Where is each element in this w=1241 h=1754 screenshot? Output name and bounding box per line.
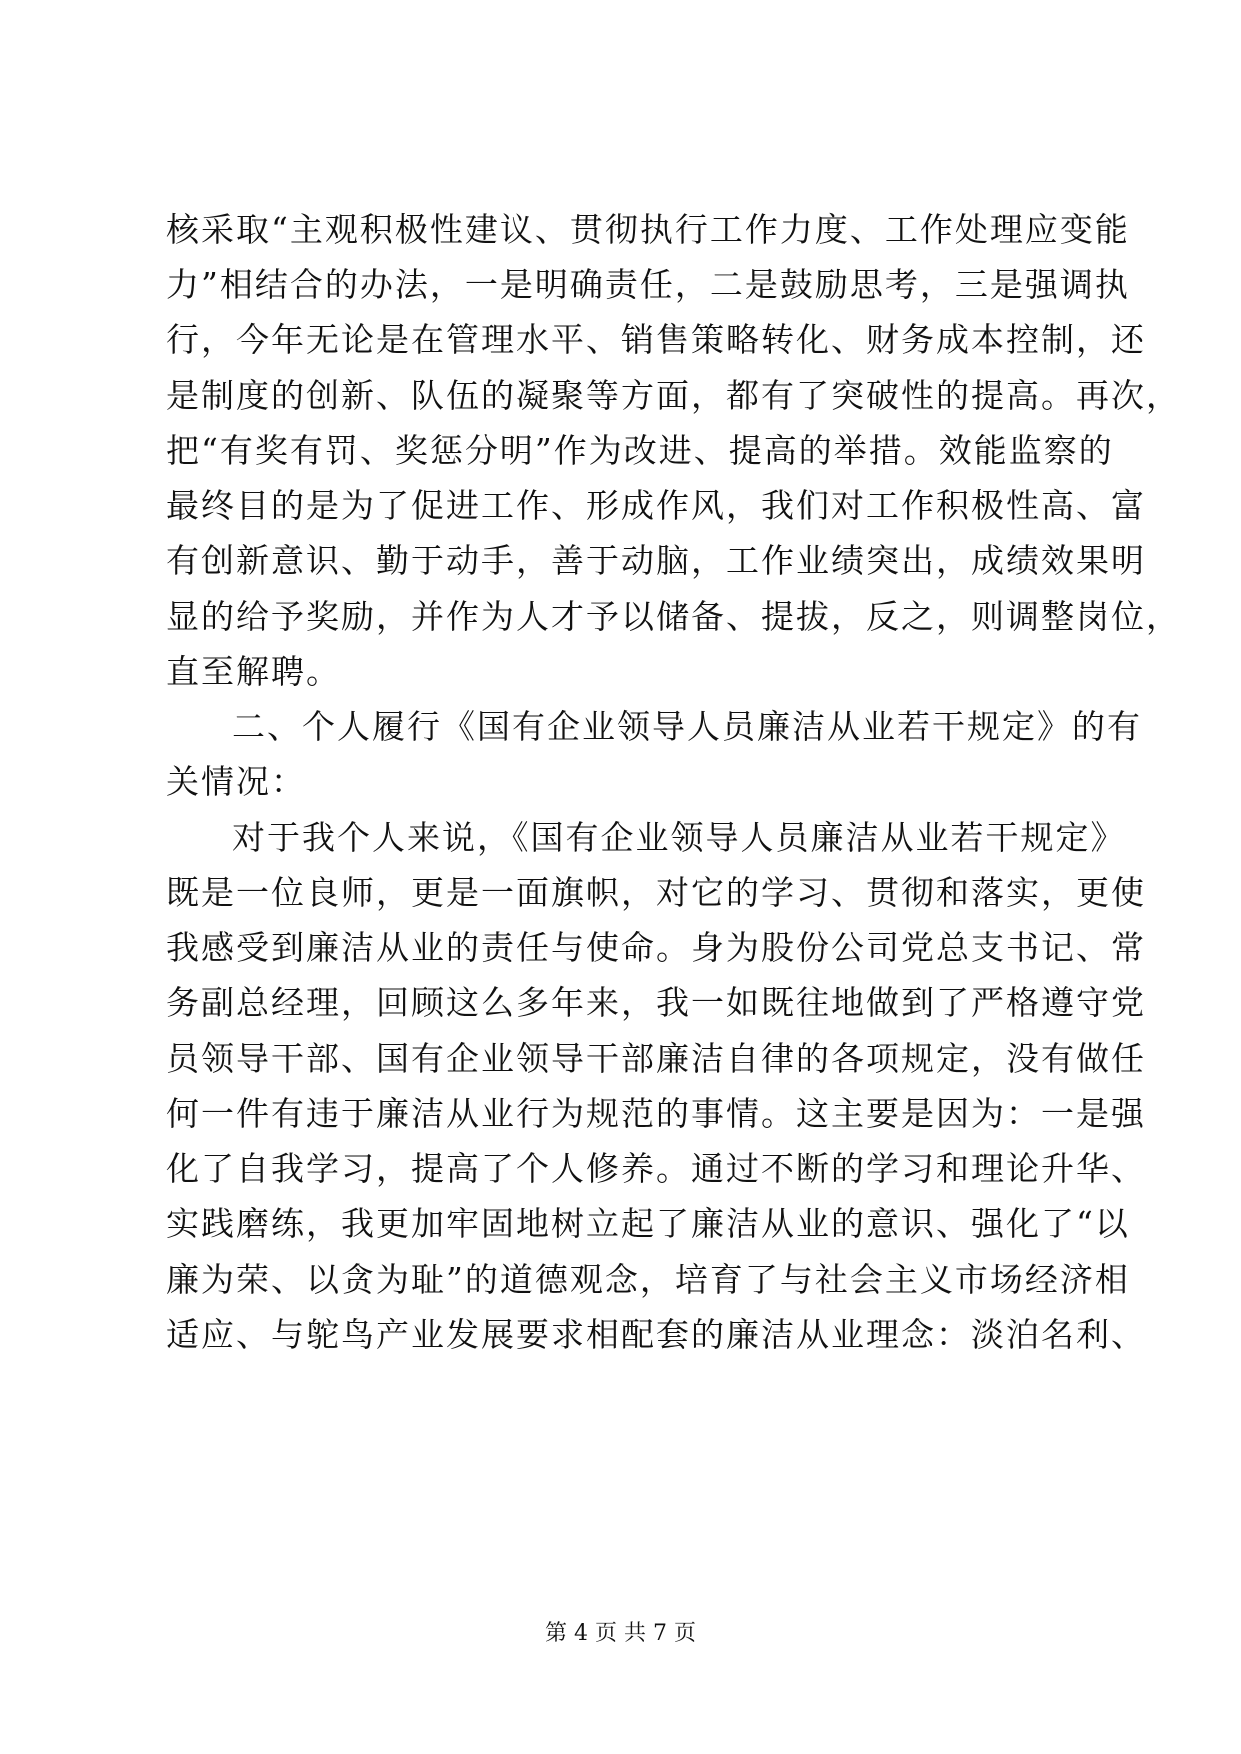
text-line: 实践磨练，我更加牢固地树立起了廉洁从业的意识、强化了“以 xyxy=(166,1204,1130,1243)
text-line: 化了自我学习，提高了个人修养。通过不断的学习和理论升华、 xyxy=(166,1149,1146,1188)
text-line: 最终目的是为了促进工作、形成作风，我们对工作积极性高、富 xyxy=(166,486,1146,525)
text-line: 何一件有违于廉洁从业行为规范的事情。这主要是因为：一是强 xyxy=(166,1094,1146,1133)
text-line: 廉为荣、以贪为耻”的道德观念，培育了与社会主义市场经济相 xyxy=(166,1260,1130,1299)
text-line: 务副总经理，回顾这么多年来，我一如既往地做到了严格遵守党 xyxy=(166,983,1146,1022)
text-line: 有创新意识、勤于动手，善于动脑，工作业绩突出，成绩效果明 xyxy=(166,541,1146,580)
page-number-footer: 第 4 页 共 7 页 xyxy=(545,1621,696,1646)
section-heading-line: 关情况： xyxy=(166,762,306,801)
text-line: 力”相结合的办法，一是明确责任，二是鼓励思考，三是强调执 xyxy=(166,265,1130,304)
text-line: 显的给予奖励，并作为人才予以储备、提拔，反之，则调整岗位， xyxy=(166,597,1181,636)
text-line: 行，今年无论是在管理水平、销售策略转化、财务成本控制，还 xyxy=(166,320,1146,359)
text-line: 我感受到廉洁从业的责任与使命。身为股份公司党总支书记、常 xyxy=(166,928,1146,967)
text-line: 把“有奖有罚、奖惩分明”作为改进、提高的举措。效能监察的 xyxy=(166,431,1114,470)
text-line: 员领导干部、国有企业领导干部廉洁自律的各项规定，没有做任 xyxy=(166,1039,1146,1078)
paragraph-first-line: 对于我个人来说，《国有企业领导人员廉洁从业若干规定》 xyxy=(232,818,1126,857)
text-line: 是制度的创新、队伍的凝聚等方面，都有了突破性的提高。再次， xyxy=(166,376,1181,415)
text-line: 直至解聘。 xyxy=(166,652,341,691)
text-line: 适应、与鸵鸟产业发展要求相配套的廉洁从业理念：淡泊名利、 xyxy=(166,1315,1146,1354)
section-heading-line: 二、个人履行《国有企业领导人员廉洁从业若干规定》的有 xyxy=(232,707,1142,746)
text-line: 既是一位良师，更是一面旗帜，对它的学习、贯彻和落实，更使 xyxy=(166,873,1146,912)
text-line: 核采取“主观积极性建议、贯彻执行工作力度、工作处理应变能 xyxy=(166,210,1130,249)
